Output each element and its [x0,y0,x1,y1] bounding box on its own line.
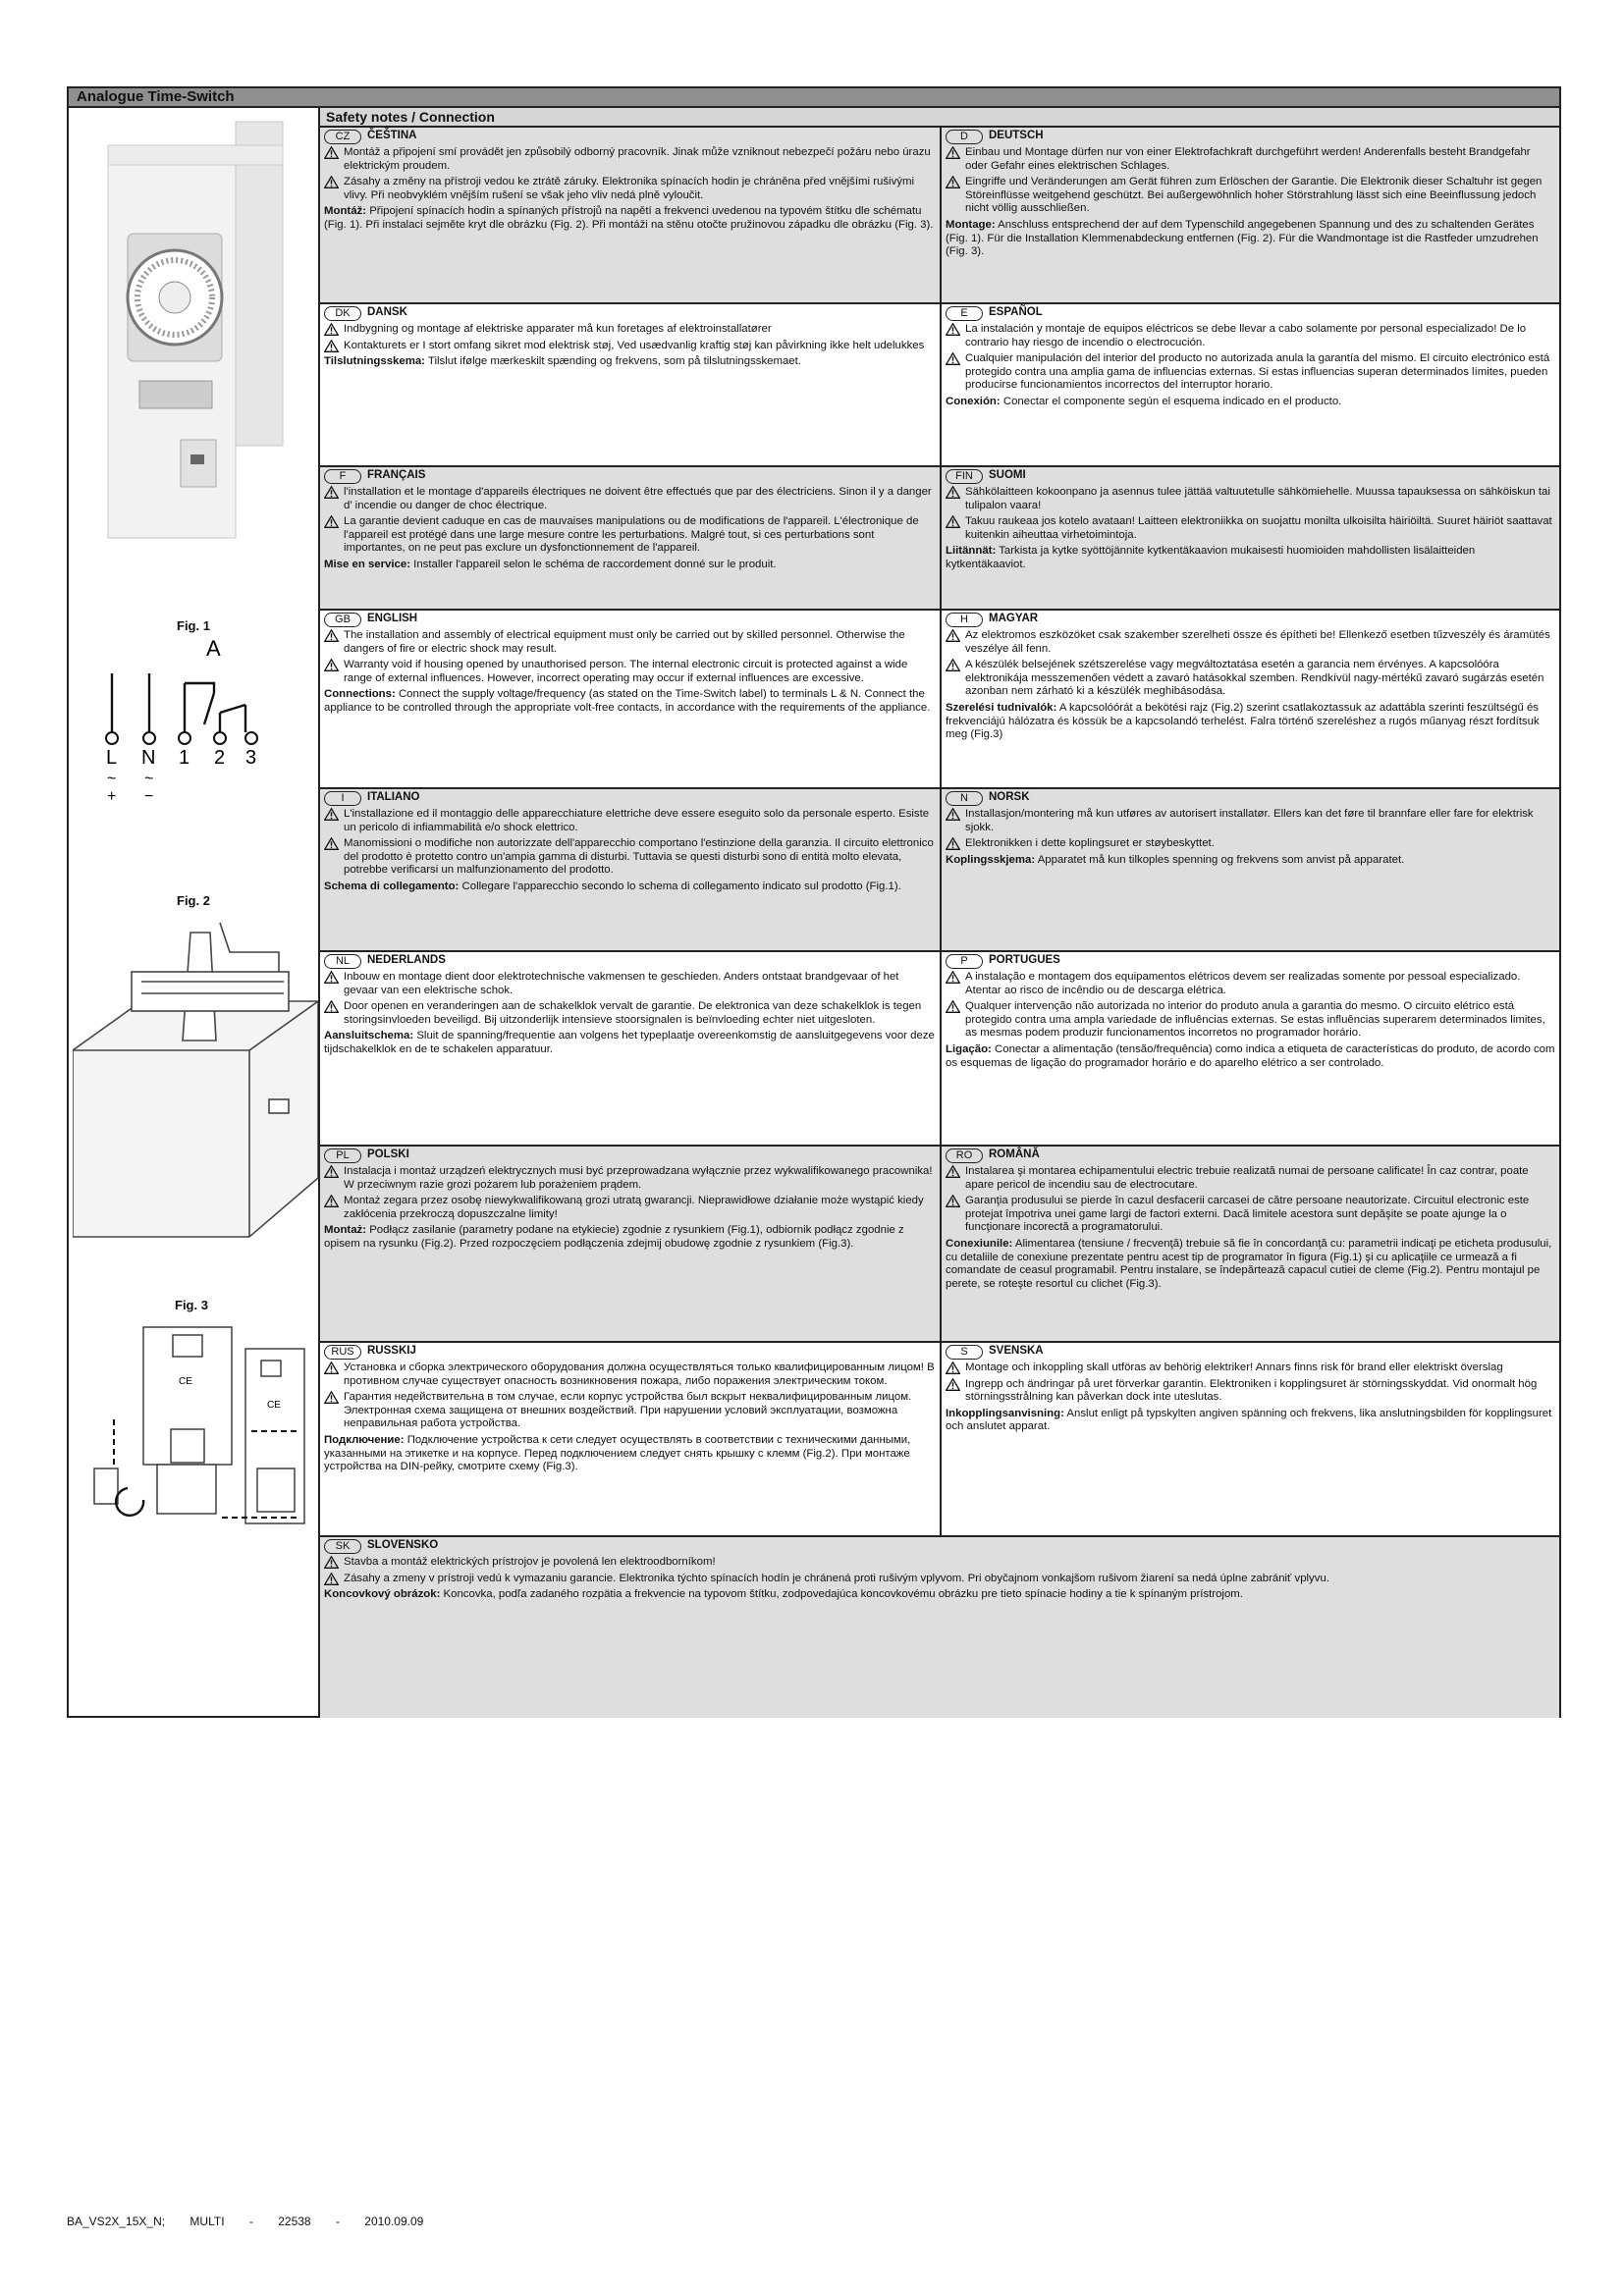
connection-text: Sluit de spanning/frequentie aan volgens het typeplaatje overeenkomstig de aansluitgegevens voor deze tijdschakelklok en de te schakelen apparatuur. [324,1030,935,1055]
section-title: Safety notes / Connection [320,108,1559,128]
language-code-badge: D [946,130,983,144]
safety-note-text: Sähkölaitteen kokoonpano ja asennus tulee jättää valtuutetulle sähkömiehelle. Muussa tapauksessa on sähköiskun tai tulipalon vaara! [965,486,1550,511]
footer-date: 2010.09.09 [364,2215,424,2228]
safety-note [324,659,936,685]
ce-mark: CE [267,1400,281,1411]
connection-text: Tarkista ja kytke syöttöjännite kytkentäkaavion mukaisesti huomioiden mahdollisten lisälaitteiden kytkentäkaaviot. [946,545,1476,570]
safety-note-text: Qualquer intervenção não autorizada no interior do produto anula a garantia do mesmo. O circuito elétrico está protegido contra uma ampla variedade de influências externas. Se estas influências superarem determinados limites, as mesmas podem produzir funcionamentos incorretos no programador horário. [965,1000,1545,1040]
safety-note [324,1391,936,1431]
wiring-label: A [206,636,221,661]
connection-instructions [946,1408,1555,1434]
language-row [320,1343,1559,1537]
warning-icon [946,176,960,188]
device-photo [88,116,304,577]
language-header [324,1344,936,1360]
terminal-label: L [106,747,118,769]
connection-instructions [946,545,1555,571]
language-code-badge: N [946,791,983,806]
language-name: ESPAÑOL [989,306,1043,319]
language-name: ČEŠTINA [367,130,417,142]
warning-icon [324,1165,339,1178]
language-code-badge: P [946,954,983,969]
language-grid [320,128,1559,1716]
footer-language: MULTI [189,2215,225,2228]
connection-label: Schema di collegamento: [324,880,460,892]
safety-note-text: Kontakturets er I stort omfang sikret mod elektrisk støj, Ved usædvanlig kraftig støj kan påvirkning ikke helt udelukkes [344,339,925,351]
language-row [320,1537,1559,1718]
safety-note [324,629,936,656]
safety-note [324,176,936,202]
connection-text: Připojení spínacích hodin a spínaných přístrojů na napětí a frekvenci uvedenou na typovém štítku dle schématu (Fig. 1). Při instalaci sejměte kryt dle obrázku (Fig. 2). Při montáži na stěnu otočte pružinovou západku dle obrázku (Fig. 3). [324,205,934,231]
terminal-label: 3 [245,747,257,769]
language-header [946,612,1555,627]
supply-mark: ~ [107,771,117,787]
connection-label: Liitännät: [946,545,997,558]
warning-icon [324,486,339,499]
language-header [946,1344,1555,1360]
language-header [946,468,1555,484]
connection-instructions [946,396,1555,409]
safety-note-text: Ingrepp och ändringar på uret förverkar garantin. Elektroniken i kopplingsuret är störningsskyddat. Vid onormalt hög störningsstrålning kan påverkan dock inte uteslutas. [965,1377,1538,1404]
connection-text: Conectar a alimentação (tensão/frequência) como indica a etiqueta de características do produto, de acordo com os esquemas de ligação do programador horário e do aparelho elétrico a ser controlado. [946,1042,1555,1069]
warning-icon [324,1391,339,1404]
safety-note-text: Zásahy a zmeny v prístroji vedú k vymazaniu garancie. Elektronika týchto spínacích hodín je chránená proti rušivým vplyvom. Pri obyčajnom vonkajšom rušivom žiarení sa nedá úplne zabrániť vplyvu. [344,1572,1329,1584]
safety-note [324,486,936,512]
language-code-badge: I [324,791,361,806]
connection-instructions [324,205,936,232]
language-name: MAGYAR [989,613,1039,625]
warning-icon [946,352,960,365]
warning-icon [946,1195,960,1207]
warning-icon [946,659,960,671]
language-header [946,953,1555,969]
warning-icon [946,1362,960,1374]
section-nl [320,952,942,1145]
language-code-badge: CZ [324,130,361,144]
safety-note [946,1165,1555,1192]
warning-icon [946,486,960,499]
safety-note [324,1556,1555,1570]
connection-text: Anschluss entsprechend der auf dem Typenschild angegebenen Spannung und des zu schaltenden Gerätes (Fig. 1). Für die Installation Klemmenabdeckung entfernen (Fig. 2). Für die Wandmontage ist die Rastfeder umzudrehen (Fig. 3). [946,218,1539,258]
safety-note-text: The installation and assembly of electrical equipment must only be carried out by skilled personnel. Otherwise the dangers of fire or electric shock may result. [344,629,905,655]
safety-note-text: Установка и сборка электрического оборудования должна осуществляться только квалифицированным лицом! В противном случае существует опасность возникновения пожара, либо поражения электрическим током. [344,1362,935,1387]
language-row [320,952,1559,1147]
section-de [942,128,1559,302]
safety-note [946,323,1555,349]
connection-text: Alimentarea (tensiune / frecvenţă) trebuie să fie în concordanţă cu: parametrii indicaţi pe eticheta produsului, cu detaliile de conexiune prezentate pentru acest tip de programator în figura (Fig.1) şi cu aplicaţiile ce urmează a fi comandate de ceasul programabil. Pentru instalare, se îndepărtează capacul cutiei de cleme (Fig.2). Pentru montajul pe perete, se roteşte resortul cu clichet (Fig.3). [946,1237,1552,1290]
language-name: FRANÇAIS [367,469,426,482]
warning-icon [946,1000,960,1013]
safety-note [324,323,936,337]
language-name: SVENSKA [989,1345,1044,1358]
connection-text: A kapcsolóórát a bekötési rajz (Fig.2) szerint csatlakoztassuk az adattábla szerinti feszültségű és frekvenciájú hálózatra és kössük be a kapcsolandó terhelést. Falra történő szereléshez a rugós műanyag részt fordítsuk meg (Fig.3) [946,701,1540,741]
language-header [324,129,936,144]
terminal-cover-figure [73,913,318,1296]
connection-label: Conexión: [946,395,1001,407]
safety-note-text: Installasjon/montering må kun utføres av autorisert installatør. Ellers kan det føre til brannfare eller fare for elektrisk sjokk. [965,808,1534,833]
language-header [946,1148,1555,1163]
safety-note [946,971,1555,997]
warning-icon [946,837,960,850]
language-header [946,129,1555,144]
safety-note [946,515,1555,542]
language-code-badge: SK [324,1539,361,1554]
connection-instructions [324,1224,936,1251]
section-fi [942,467,1559,609]
language-row [320,789,1559,952]
safety-note [324,1573,1555,1586]
safety-note [324,340,936,353]
language-row [320,1147,1559,1343]
safety-note-text: Zásahy a změny na přístroji vedou ke ztrátě záruky. Elektronika spínacích hodin je chráněna před vnějšími rušivými vlivy. Při neobvyklém vnějším rušení se však jeho vliv nedá plně vyloučit. [344,176,914,201]
fig1-label: Fig. 1 [177,618,210,633]
connection-text: Anslut enligt på typskylten angiven spänning och frekvens, lika anslutningsbilden för kopplingsuret och anslutet apparat. [946,1407,1552,1433]
supply-mark: + [107,788,117,805]
connection-instructions [324,355,936,369]
language-header [324,1148,936,1163]
wiring-diagram [98,634,295,811]
warning-icon [324,1362,339,1374]
warning-icon [324,659,339,671]
connection-label: Mise en service: [324,558,411,570]
language-header [946,305,1555,321]
connection-instructions [324,688,936,715]
safety-note-text: Elektronikken i dette koplingsuret er støybeskyttet. [965,837,1215,850]
supply-mark: − [144,788,154,805]
section-hu [942,611,1559,787]
language-code-badge: FIN [946,469,983,484]
section-ro [942,1147,1559,1341]
language-code-badge: H [946,613,983,627]
connection-label: Tilslutningsskema: [324,355,425,368]
safety-note [946,486,1555,512]
warning-icon [324,1556,339,1569]
section-se [942,1343,1559,1535]
language-name: DANSK [367,306,407,319]
fig2-label: Fig. 2 [177,893,210,908]
connection-instructions [324,559,936,572]
language-header [324,612,936,627]
fig3-label: Fig. 3 [175,1298,208,1312]
language-name: NORSK [989,791,1030,804]
warning-icon [324,808,339,821]
connection-label: Koncovkový obrázok: [324,1588,441,1601]
document-title: Analogue Time-Switch [69,88,1559,108]
safety-note [324,1195,936,1221]
warning-icon [946,1378,960,1391]
warning-icon [946,629,960,642]
footer-separator: - [335,2215,340,2228]
language-row [320,611,1559,789]
connection-label: Montaż: [324,1224,367,1237]
footer-separator: - [248,2215,253,2228]
warning-icon [946,146,960,159]
connection-text: Koncovka, podľa zadaného rozpätia a frekvencie na typovom štítku, zodpovedajúca koncovkovému obrázku pre tieto spínacie hodiny a tie k spínaným prístrojom. [440,1588,1243,1601]
language-name: PORTUGUES [989,954,1060,967]
connection-text: Podłącz zasilanie (parametry podane na etykiecie) zgodnie z rysunkiem (Fig.1), odbiornik podłącz zgodnie z opisem na rysunku (Fig.2). Przed rozpoczęciem podłączenia zdejmij obudowę zgodnie z rysunkiem (Fig.3). [324,1224,904,1250]
language-name: SLOVENSKO [367,1539,439,1552]
connection-label: Подключение: [324,1433,405,1446]
language-name: POLSKI [367,1148,409,1161]
safety-note-text: Eingriffe und Veränderungen am Gerät führen zum Erlöschen der Garantie. Die Elektronik dieser Schaltuhr ist gegen Störeinflüsse weitgehend geschützt. Bei außergewöhnlich hoher Störstrahlung lässt sich eine Beeinflussung jedoch nicht völlig ausschließen. [965,176,1543,215]
section-fr [320,467,942,609]
language-header [324,790,936,806]
connection-text: Installer l'appareil selon le schéma de raccordement donné sur le produit. [410,558,777,570]
safety-note-text: Instalacja i montaż urządzeń elektrycznych musi być przeprowadzana wyłącznie przez wykwalifikowanego pracownika! W przeciwnym razie grozi pożarem lub porażeniem prądem. [344,1165,933,1191]
language-header [324,468,936,484]
figures-column [69,108,320,1716]
language-name: ITALIANO [367,791,420,804]
safety-note-text: L'installazione ed il montaggio delle apparecchiature elettriche deve essere eseguito solo da personale esperto. Esiste un pericolo di infiammabilità e/o shock elettrico. [344,808,930,833]
connection-label: Inkopplingsanvisning: [946,1407,1064,1419]
safety-note-text: Montaż zegara przez osobę niewykwalifikowaną grozi utratą gwarancji. Nieprawidłowe działanie może wystąpić kiedy zakłócenia przekroczą dopuszczalne limity! [344,1195,924,1220]
connection-label: Montage: [946,218,996,231]
safety-note [324,971,936,997]
warning-icon [324,146,339,159]
warning-icon [324,515,339,528]
language-code-badge: RO [946,1148,983,1163]
section-sk [320,1537,1559,1718]
connection-instructions [946,1043,1555,1070]
section-it [320,789,942,950]
warning-icon [324,323,339,336]
safety-note [324,808,936,834]
warning-icon [324,340,339,352]
connection-instructions [946,702,1555,742]
warning-icon [324,1195,339,1207]
language-code-badge: DK [324,306,361,321]
safety-note-text: Manomissioni o modifiche non autorizzate dell'apparecchio comportano l'estinzione della garanzia. Il circuito elettronico del prodotto è protetto contro un'ampia gamma di disturbi. Tuttavia se questi disturbi sono di entità molto elevata, potrebbe verificarsi un malfunzionamento del prodotto. [344,837,934,877]
safety-note-text: La garantie devient caduque en cas de mauvaises manipulations ou de modifications de l'appareil. L'électronique de l'appareil est protégé dans une large mesure contre les perturbations. Malgré tout, si ces perturbations sont importantes, on ne peut pas exclure un dysfonctionnement de l'appareil. [344,515,919,555]
connection-text: Tilslut ifølge mærkeskilt spænding og frekvens, som på tilslutningsskemaet. [424,355,801,368]
safety-note [946,1195,1555,1235]
safety-note [946,1000,1555,1041]
safety-note-text: A készülék belsejének szétszerelése vagy megváltoztatása esetén a garancia nem érvényes. A kapcsolóóra elektronikája messzemenően védett a zavaró hatásokkal szemben. Rendkívül nagy-mértékű zavaró sugárzás esetén azonban nem zárható ki a készülék meghibásodása. [965,659,1544,698]
warning-icon [324,837,339,850]
connection-label: Szerelési tudnivalók: [946,701,1057,714]
footer-doc-id: BA_VS2X_15X_N; [67,2215,166,2228]
language-name: SUOMI [989,469,1026,482]
warning-icon [946,1165,960,1178]
section-cz [320,128,942,302]
language-code-badge: S [946,1345,983,1360]
ce-mark: CE [179,1376,192,1387]
safety-note [946,837,1555,851]
din-clip-figure [75,1321,316,1531]
safety-note-text: Einbau und Montage dürfen nur von einer Elektrofachkraft durchgeführt werden! Anderenfalls besteht Brandgefahr oder Gefahr eines elektrischen Schlages. [965,146,1531,172]
connection-label: Connections: [324,688,396,701]
section-es [942,304,1559,465]
connection-instructions [324,1030,936,1056]
language-name: ROMÂNĂ [989,1148,1040,1161]
safety-note [324,1362,936,1388]
section-pl [320,1147,942,1341]
language-code-badge: RUS [324,1345,361,1360]
safety-note-text: La instalación y montaje de equipos eléctricos se debe llevar a cabo solamente por personal especializado! De lo contrario hay riesgo de incendio o electrocución. [965,323,1527,348]
safety-note [324,146,936,173]
language-header [324,953,936,969]
language-code-badge: E [946,306,983,321]
language-name: NEDERLANDS [367,954,446,967]
connection-instructions [946,219,1555,259]
connection-instructions [324,881,936,894]
footer-number: 22538 [278,2215,311,2228]
terminal-label: N [141,747,156,769]
language-row [320,304,1559,467]
connection-label: Montáž: [324,205,367,218]
terminal-label: 1 [179,747,190,769]
safety-note-text: Garanţia produsului se pierde în cazul desfacerii carcasei de către persoane neautorizate. Circuitul electronic este protejat împotriva unei game largi de factori externi. Dacă limitele acestora sunt depăşite se poate ajunge la o funcţionare incorectă a programatorului. [965,1195,1530,1234]
safety-note-text: Takuu raukeaa jos kotelo avataan! Laitteen elektroniikka on suojattu monilta ulkoisilta häiriöiltä. Suuret häiriöt saattavat kuitenkin aiheuttaa virhetoimintoja. [965,515,1552,541]
safety-note [946,146,1555,173]
safety-note [324,1165,936,1192]
safety-note-text: l'installation et le montage d'appareils électriques ne doivent être effectués que par des électriciens. Sinon il y a danger d' incendie ou danger de choc électrique. [344,486,932,511]
safety-note-text: Montáž a připojení smí provádět jen způsobilý odborný pracovník. Jinak může vzniknout nebezpečí požáru nebo úrazu elektrickým proudem. [344,146,931,172]
warning-icon [324,176,339,188]
warning-icon [946,808,960,821]
connection-label: Koplingsskjema: [946,853,1036,866]
warning-icon [946,323,960,336]
language-header [324,1538,1555,1554]
connection-label: Ligação: [946,1042,992,1055]
document-footer [67,2215,445,2228]
language-header [324,305,936,321]
connection-instructions [946,854,1555,868]
supply-mark: ~ [144,771,154,787]
language-name: DEUTSCH [989,130,1044,142]
safety-note [946,352,1555,393]
safety-note [946,659,1555,699]
warning-icon [946,515,960,528]
safety-note [324,515,936,556]
safety-note [946,1378,1555,1405]
language-code-badge: GB [324,613,361,627]
connection-text: Подключение устройства к сети следует осуществлять в соответствии с техническими данными, указанными на этикетке и на корпусе. Перед подключением следует снять крышку с клемм (Fig.2). При монтаже устройства на DIN-рейку, смотрите схему (Fig.3). [324,1433,911,1473]
safety-note-text: Door openen en veranderingen aan de schakelklok vervalt de garantie. De elektronica van deze schakelklok is tegen storingsinvloeden beveiligd. Bij uitzonderlijk intensieve stoorsignalen is beïnvloeding echter niet uitgesloten. [344,1000,922,1026]
section-gb [320,611,942,787]
safety-note-text: Az elektromos eszközöket csak szakember szerelheti össze és építheti be! Ellenkező esetben tűzveszély és áramütés veszélye áll fenn. [965,629,1550,655]
connection-instructions [946,1238,1555,1291]
safety-note-text: Cualquier manipulación del interior del producto no autorizada anula la garantía del mismo. El circuito electrónico está protegido contra una amplia gama de influencias externas. Si estas influencias superan determinados límites, pueden producirse funcionamientos incorrectos del interruptor horario. [965,352,1550,392]
connection-text: Apparatet må kun tilkoples spenning og frekvens som anvist på apparatet. [1035,853,1405,866]
language-name: RUSSKIJ [367,1345,416,1358]
language-name: ENGLISH [367,613,418,625]
connection-text: Conectar el componente según el esquema indicado en el producto. [1000,395,1342,407]
safety-note-text: Instalarea şi montarea echipamentului electric trebuie realizată numai de persoane calificate! În caz contrar, poate apare pericol de incendiu sau de electrocutare. [965,1165,1529,1191]
connection-label: Conexiunile: [946,1237,1013,1250]
language-code-badge: PL [324,1148,361,1163]
terminal-label: 2 [214,747,226,769]
warning-icon [324,1573,339,1585]
section-dk [320,304,942,465]
safety-note-text: A instalação e montagem dos equipamentos elétricos devem ser realizadas somente por pessoal especializado. Atentar ao risco de incêndio ou de descarga elétrica. [965,971,1521,996]
safety-note-text: Indbygning og montage af elektriske apparater må kun foretages af elektroinstallatører [344,323,772,335]
section-no [942,789,1559,950]
warning-icon [324,1000,339,1013]
section-pt [942,952,1559,1145]
connection-text: Connect the supply voltage/frequency (as stated on the Time-Switch label) to terminals L & N. Connect the appliance to be controlled through the appropriate volt-free contacts, in accordance with the requirements of the appliance. [324,688,931,714]
warning-icon [324,629,339,642]
warning-icon [946,971,960,984]
document-frame [67,86,1561,1718]
connection-label: Aansluitschema: [324,1030,414,1042]
safety-note-text: Montage och inkoppling skall utföras av behörig elektriker! Annars finns risk för brand eller elektriskt överslag [965,1362,1503,1373]
language-code-badge: F [324,469,361,484]
safety-note-text: Stavba a montáž elektrických prístrojov je povolená len elektroodborníkom! [344,1556,716,1568]
section-ru [320,1343,942,1535]
language-header [946,790,1555,806]
warning-icon [324,971,339,984]
safety-note-text: Inbouw en montage dient door elektrotechnische vakmensen te geschieden. Anders ontstaat brandgevaar of het gevaar van een elektrische schok. [344,971,899,996]
safety-note [324,837,936,878]
language-code-badge: NL [324,954,361,969]
safety-note-text: Warranty void if housing opened by unauthorised person. The internal electronic circuit is protected against a wide range of external influences. However, incorrect operating may occur if external influences are excessive. [344,659,908,684]
safety-note [324,1000,936,1027]
safety-note [946,1362,1555,1375]
language-row [320,467,1559,611]
language-row [320,128,1559,304]
safety-note [946,808,1555,834]
safety-note-text: Гарантия недействительна в том случае, если корпус устройства был вскрыт неквалифицированным лицом. Электронная схема защищена от внешних воздействий. При нарушении условий эксплуатации, возможна неправильная работа устройства. [344,1391,912,1430]
connection-text: Collegare l'apparecchio secondo lo schema di collegamento indicato sul prodotto (Fig.1). [459,880,901,892]
safety-note [946,176,1555,216]
safety-note [946,629,1555,656]
connection-instructions [324,1434,936,1474]
connection-instructions [324,1588,1555,1602]
